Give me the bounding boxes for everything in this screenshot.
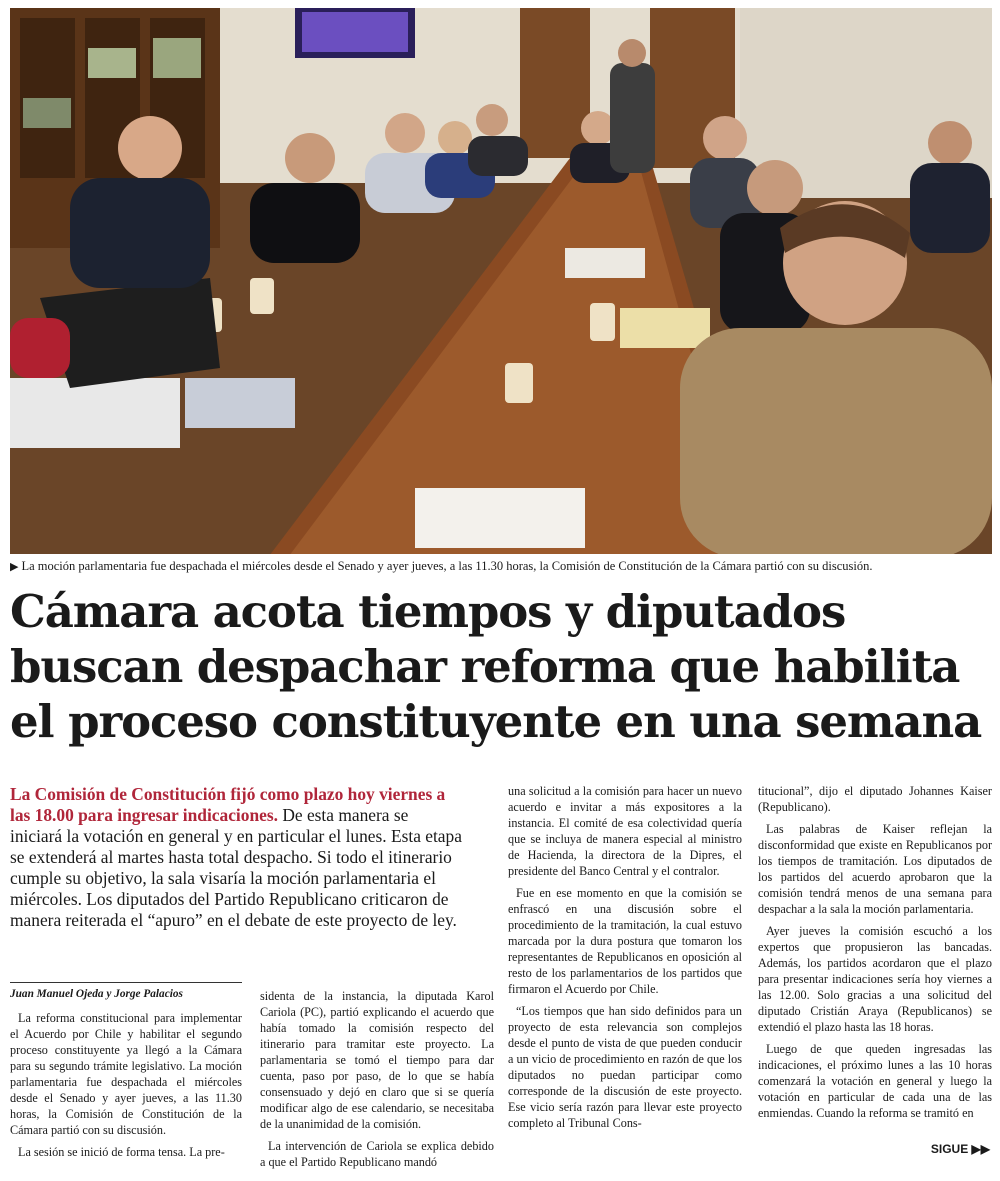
lead-paragraph	[10, 784, 462, 931]
lead-highlight: La Comisión de Constitución fijó como plazo hoy viernes a las 18.00 para ingresar indicaciones.	[10, 784, 446, 825]
body-column-3	[508, 783, 742, 1131]
body-paragraph: La reforma constitucional para implementar el Acuerdo por Chile y habilitar el segundo proceso constituyente ya llegó a la Cámara para su segundo trámite legislativo. La moción parlamentaria fue despachada el miércoles desde el Senado y ayer jueves, a las 11.30 horas, la Comisión de Constitución de la Cámara partió con su discusión.	[10, 1011, 242, 1137]
body-paragraph: La intervención de Cariola se explica debido a que el Partido Republicano mandó	[260, 1139, 494, 1169]
body-paragraph: Luego de que queden ingresadas las indicaciones, el próximo lunes a las 10 horas comenzará la votación en general y luego la votación en particular de cada una de las enmiendas. Cuando la reforma se tramitó en	[758, 1042, 992, 1120]
headline-line: Cámara acota tiempos y diputados	[10, 585, 846, 638]
body-paragraph: La sesión se inició de forma tensa. La pre-	[18, 1145, 225, 1159]
body-column-2	[260, 988, 494, 1170]
caption-marker-icon: ▶	[10, 561, 19, 573]
body-paragraph: “Los tiempos que han sido definidos para un proyecto de esta relevancia son complejos desde el punto de vista de que pueden conducir a un vicio de procedimiento en razón de que los diputados no puedan participar como corresponde de la discusión de este proyecto. Ese vicio sería razón para llevar este proyecto completo al Tribunal Cons-	[508, 1004, 742, 1130]
continue-link[interactable]: SIGUE ▶▶	[930, 1142, 990, 1156]
photo-caption	[10, 558, 995, 575]
body-paragraph: Ayer jueves la comisión escuchó a los expertos que propusieron las bancadas. Además, los partidos acordaron que el plazo para presentar indicaciones sería hoy viernes a las 12.00. Solo gracias a una solicitud del diputado Cristián Araya (Republicanos) se extendió el plazo hasta las 18 horas.	[758, 924, 992, 1034]
headline-line: el proceso constituyente en una semana	[10, 695, 982, 748]
caption-text: La moción parlamentaria fue despachada el miércoles desde el Senado y ayer jueves, a las 11.30 horas, la Comisión de Constitución de la Cámara partió con su discusión.	[21, 559, 873, 573]
news-photo	[10, 8, 992, 554]
body-column-4	[758, 783, 992, 1121]
body-paragraph: Las palabras de Kaiser reflejan la disconformidad que existe en Republicanos por los tiempos de tramitación. Los diputados de los partidos del acuerdo aprobaron que la comisión tendrá menos de una semana para despachar a la sala la moción parlamentaria.	[758, 822, 992, 916]
headline	[10, 584, 995, 749]
body-paragraph: Fue en ese momento en que la comisión se enfrascó en una discusión sobre el procedimiento de la tramitación, la cual estuvo marcada por la dura postura que tomaron los representantes de Republicanos en oposición al resto de los parlamentarios de los partidos que firmaron el Acuerdo por Chile.	[508, 886, 742, 996]
headline-line: buscan despachar reforma que habilita	[10, 640, 960, 693]
lead-text: De esta manera se iniciará la votación en general y en particular el lunes. Esta etapa se extenderá al martes hasta total despacho. Si todo el itinerario cumple su objetivo, la sala visaría la moción parlamentaria el miércoles. Los diputados del Partido Republicano criticaron de manera reiterada el “apuro” en el debate de este proyecto de ley.	[10, 805, 462, 930]
body-paragraph: sidenta de la instancia, la diputada Karol Cariola (PC), partió explicando el acuerdo que había tomado la comisión respecto del itinerario para tramitar este proyecto. La parlamentaria se tomó el tiempo para dar cuenta, paso por paso, de lo que se había consensuado y dejó en claro que si se quería modificar algo de ese calendario, se necesitaba de la unanimidad de la comisión.	[260, 989, 494, 1131]
byline: Juan Manuel Ojeda y Jorge Palacios	[10, 982, 242, 1000]
body-paragraph: titucional”, dijo el diputado Johannes Kaiser (Republicano).	[758, 784, 992, 814]
body-paragraph: una solicitud a la comisión para hacer un nuevo acuerdo e invitar a más expositores a la instancia. El comité de esa colectividad quería que se incluya de manera especial al ministro de Hacienda, la directora de la Dipres, el presidente del Banco Central y el contralor.	[508, 784, 742, 878]
body-column-1	[10, 1010, 242, 1160]
